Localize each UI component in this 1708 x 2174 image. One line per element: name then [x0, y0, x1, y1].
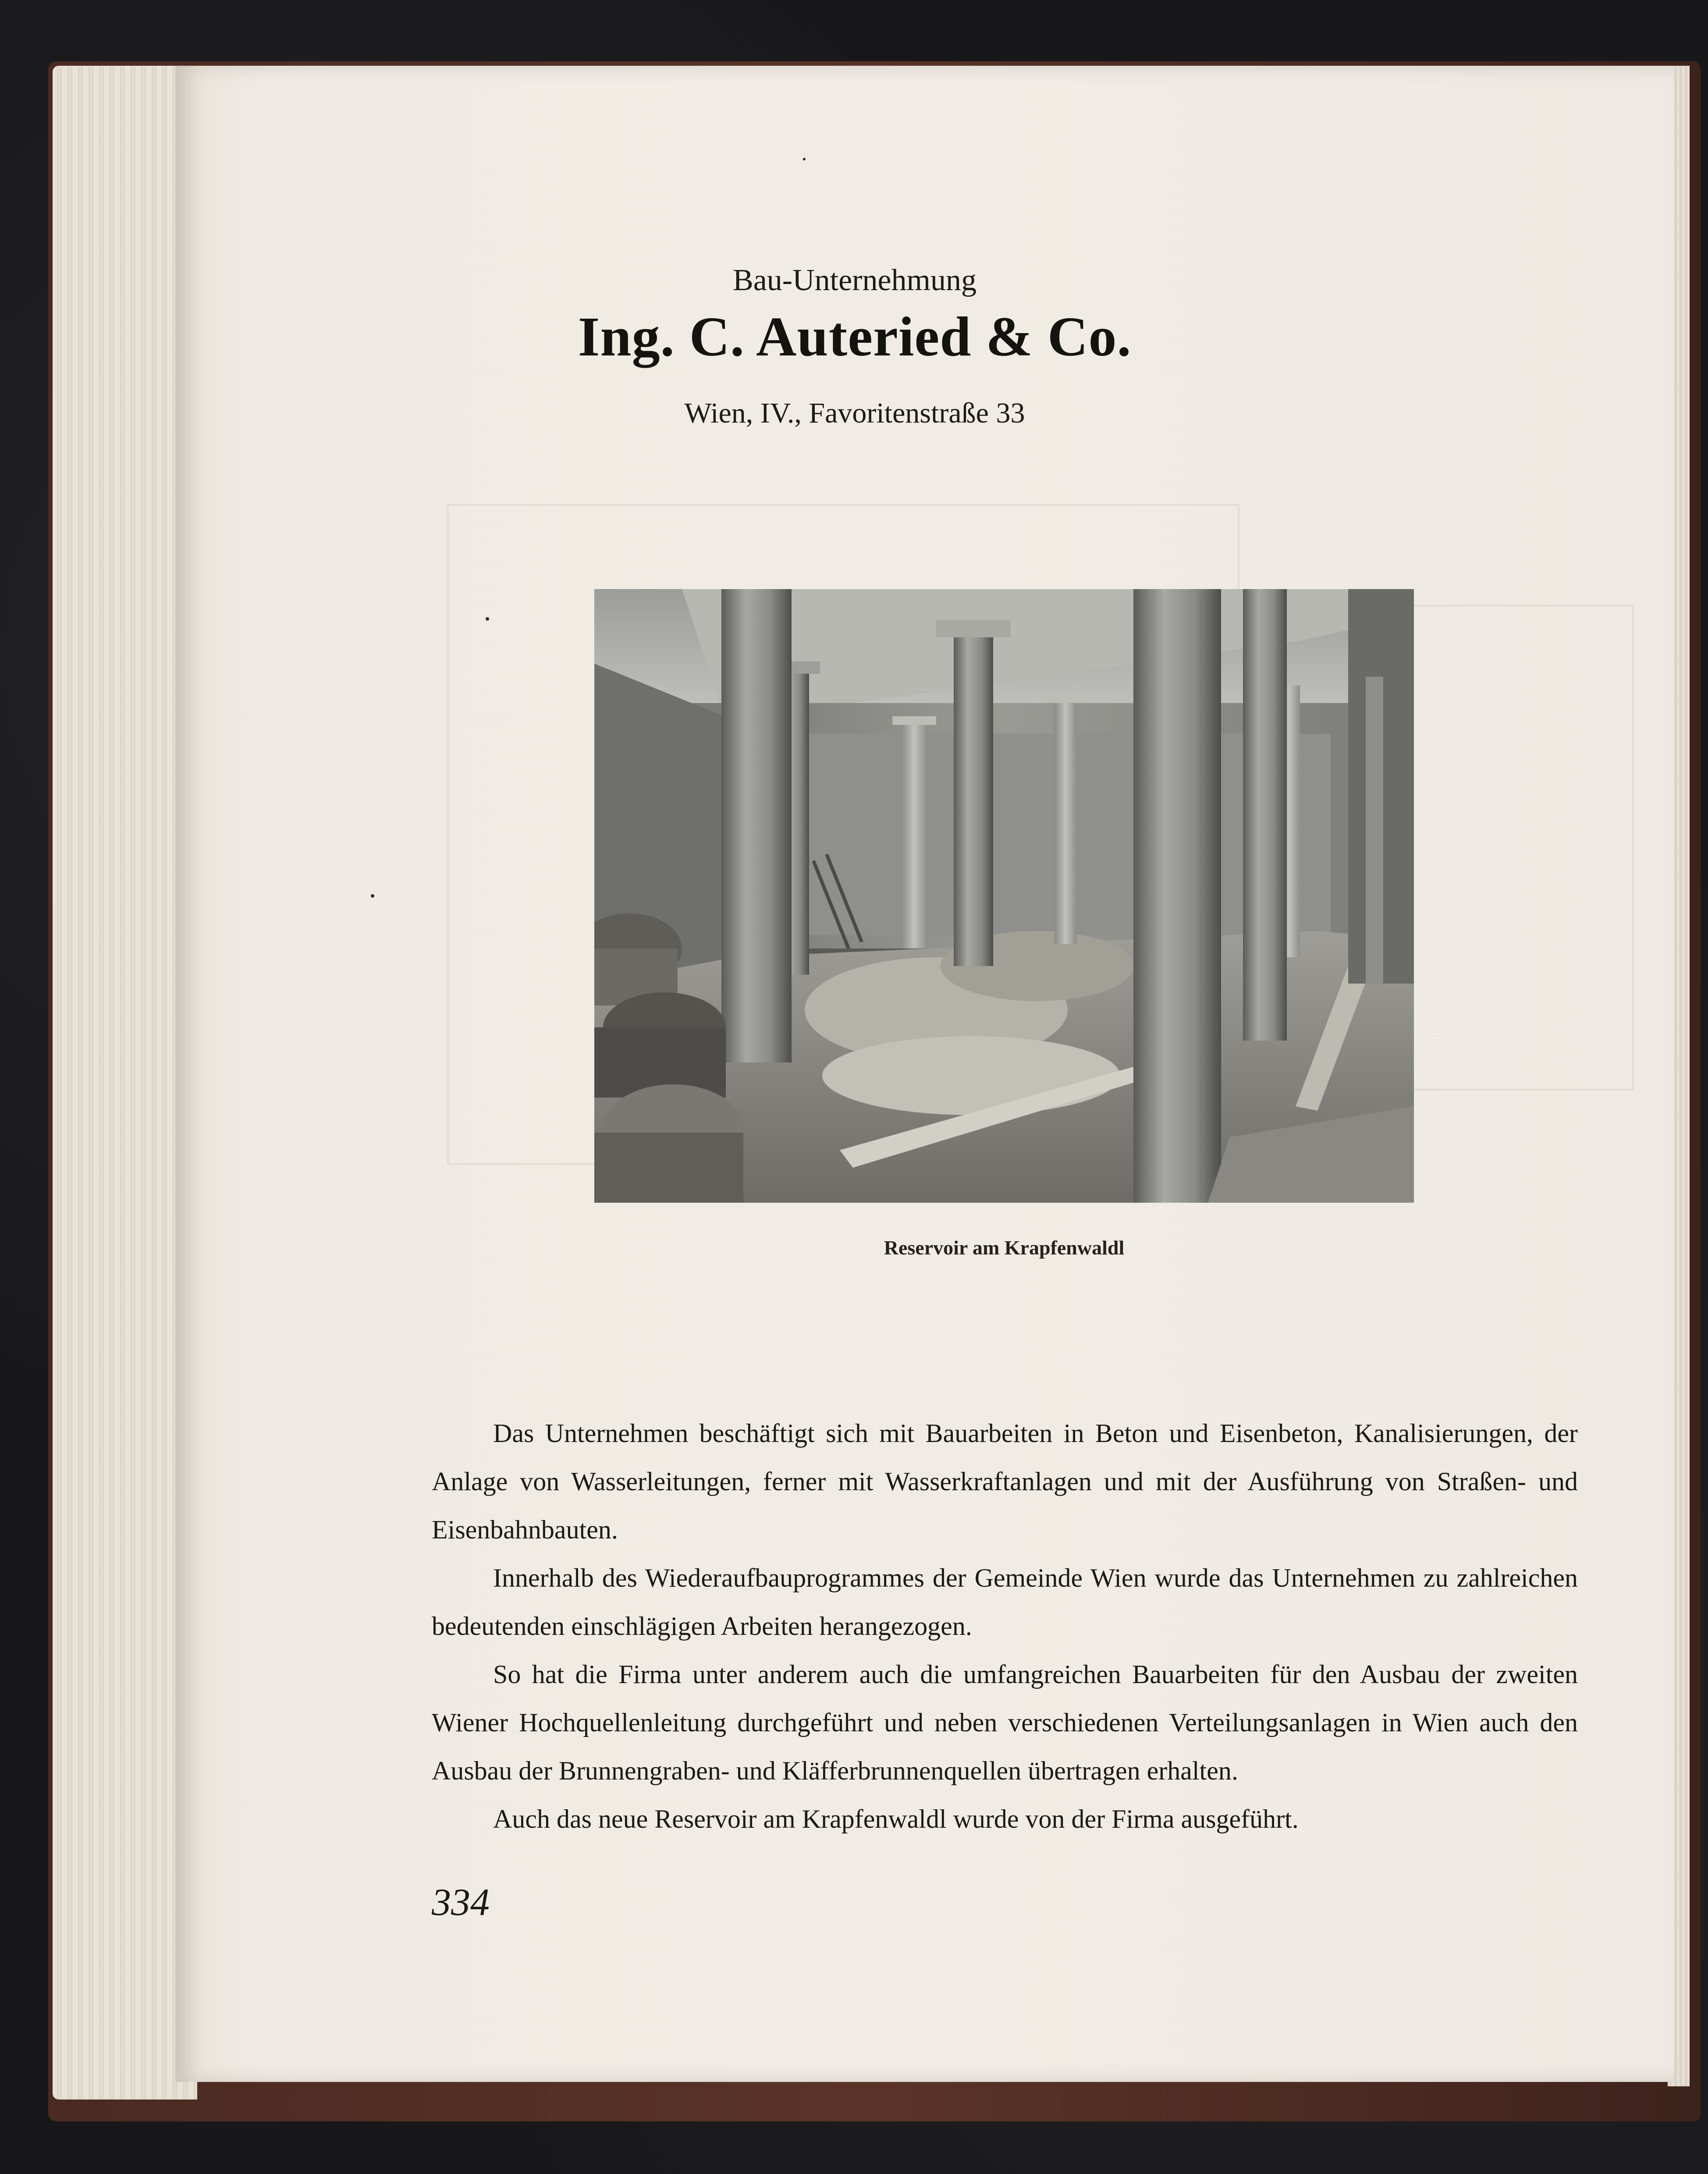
company-kicker: Bau-Unternehmung [733, 263, 977, 297]
paragraph: So hat die Firma unter anderem auch die umfangreichen Bauarbeiten für den Ausbau der zweiten Wiener Hochquellenleitung durchgeführt und neben verschiedenen Verteilungsanlagen in Wien auch den Ausbau der Brunnengraben- und Kläfferbrunnenquellen übertragen erhalten. [432, 1660, 1578, 1785]
photo-caption: Reservoir am Krapfenwaldl [884, 1236, 1125, 1259]
page-number: 334 [432, 1881, 490, 1924]
company-address: Wien, IV., Favoritenstraße 33 [684, 397, 1025, 429]
reservoir-photo-image [594, 589, 1414, 1203]
paragraph: Auch das neue Reservoir am Krapfenwaldl wurde von der Firma ausgeführt. [493, 1805, 1299, 1833]
paragraph: Das Unternehmen beschäftigt sich mit Bauarbeiten in Beton und Eisenbeton, Kanalisierungen, der Anlage von Wasserleitungen, ferner mit Wasserkraftanlagen und mit der Ausführung von Straßen- und Eisenbahnbauten. [432, 1419, 1578, 1544]
reservoir-photo [594, 589, 1414, 1203]
paragraph: Innerhalb des Wiederaufbauprogrammes der Gemeinde Wien wurde das Unternehmen zu zahlreichen bedeutenden einschlägigen Arbeiten herangezogen. [432, 1563, 1578, 1641]
page-speck [803, 158, 806, 160]
company-name: Ing. C. Auteried & Co. [578, 305, 1132, 368]
page-speck [371, 894, 374, 898]
body-text [432, 1409, 1578, 1843]
page-speck [486, 617, 489, 621]
